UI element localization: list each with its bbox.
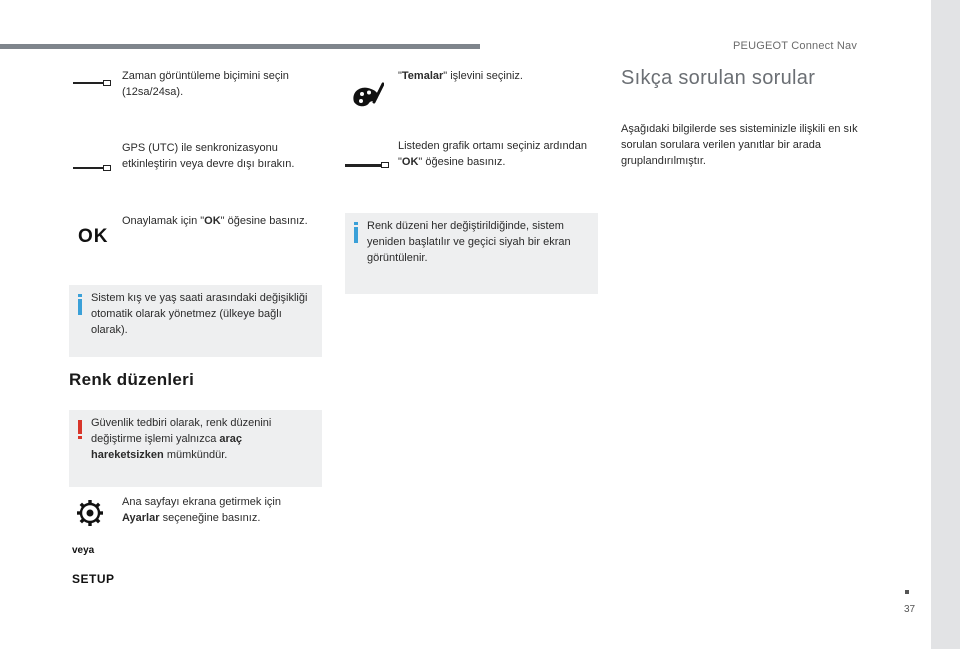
themes-text <box>398 68 598 84</box>
section-heading-colors: Renk düzenleri <box>69 370 195 389</box>
select-theme-text-ok: OK <box>401 156 419 168</box>
settings-text <box>122 494 312 526</box>
settings-text-post: seçeneğine basınız. <box>159 512 261 524</box>
page-number: 37 <box>904 604 916 615</box>
warning-text-bold: araç hareketsizken <box>91 433 243 461</box>
select-theme-text-post: " öğesine basınız. <box>418 156 506 168</box>
themes-text-post: " işlevini seçiniz. <box>443 70 523 82</box>
toggle-line-icon <box>73 82 111 84</box>
info-note-dst <box>69 285 322 357</box>
confirm-text-pre: Onaylamak için " <box>122 215 205 227</box>
info-note-restart-text: Renk düzeni her değiştirildiğinde, sistem yeniden başlatılır ve geçici siyah bir ekran görüntülenir. <box>367 220 571 264</box>
warning-text-pre: Güvenlik tedbiri olarak, renk düzenini değiştirme işlemi yalnızca <box>91 417 272 445</box>
themes-text-pre: " <box>398 70 402 82</box>
or-label: veya <box>72 545 95 556</box>
palette-icon <box>350 80 384 110</box>
settings-text-pre: Ana sayfayı ekrana getirmek için <box>122 496 281 508</box>
settings-gear-icon <box>75 498 105 528</box>
select-line-icon <box>345 164 389 167</box>
section-heading-faq: Sıkça sorulan sorular <box>621 67 816 89</box>
warning-note-text <box>91 415 314 463</box>
setup-button-label: SETUP <box>72 572 115 586</box>
toggle-line-icon <box>73 167 111 169</box>
gps-sync-text: GPS (UTC) ile senkronizasyonu etkinleştirin veya devre dışı bırakın. <box>122 142 295 170</box>
settings-text-bold: Ayarlar <box>122 512 160 524</box>
warning-icon <box>78 420 82 434</box>
info-note-text: Sistem kış ve yaş saati arasındaki değişikliği otomatik olarak yönetmez (ülkeye bağlı olarak). <box>91 292 308 336</box>
confirm-text <box>122 213 312 229</box>
header-accent-bar <box>0 44 480 49</box>
ok-icon: OK <box>78 226 109 247</box>
time-format-text: Zaman görüntüleme biçimini seçin (12sa/24sa). <box>122 70 289 98</box>
header-title: PEUGEOT Connect Nav <box>733 40 858 52</box>
confirm-text-post: " öğesine basınız. <box>220 215 308 227</box>
info-icon <box>354 227 358 243</box>
faq-intro-text: Aşağıdaki bilgilerde ses sisteminizle ilişkili en sık sorulan sorulara verilen yanıtlar bir arada gruplandırılmıştır. <box>621 123 858 167</box>
page-marker <box>905 590 909 594</box>
warning-text-post: mümkündür. <box>163 449 228 461</box>
confirm-text-ok: OK <box>204 215 221 227</box>
info-icon <box>78 299 82 315</box>
side-strip <box>931 0 960 649</box>
select-theme-text-pre: Listeden grafik ortamı seçiniz ardından " <box>398 140 587 168</box>
warning-note <box>69 410 322 487</box>
themes-text-bold: Temalar <box>401 70 444 82</box>
select-theme-text <box>398 138 588 170</box>
info-note-restart <box>345 213 598 294</box>
